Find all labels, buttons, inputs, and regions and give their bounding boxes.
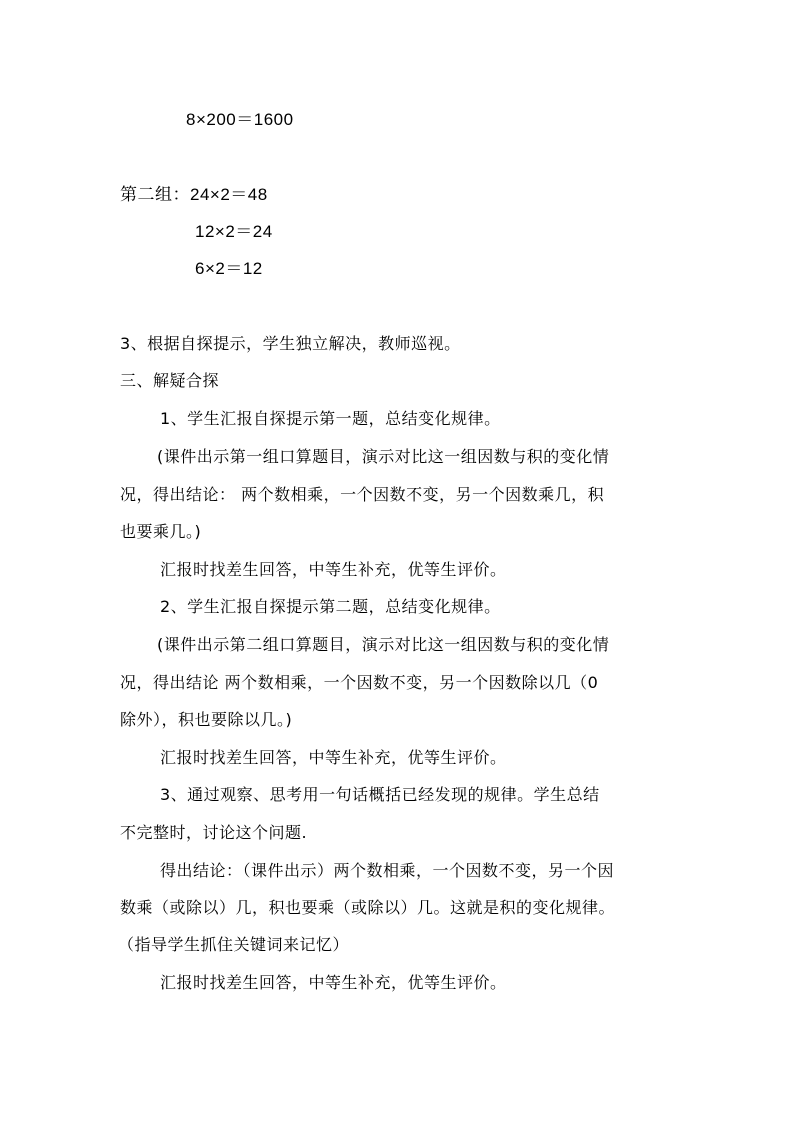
paragraph-line: 1、学生汇报自探提示第一题，总结变化规律。 xyxy=(160,409,501,428)
paragraph-line: (课件出示第二组口算题目，演示对比这一组因数与积的变化情 xyxy=(157,635,610,654)
paragraph-line: 3、根据自探提示，学生独立解决，教师巡视。 xyxy=(120,334,461,353)
paragraph-line: 除外），积也要除以几。) xyxy=(120,710,293,729)
section-heading: 三、解疑合探 xyxy=(120,371,220,390)
paragraph-line: 汇报时找差生回答，中等生补充，优等生评价。 xyxy=(160,973,507,992)
paragraph-line: 不完整时，讨论这个问题. xyxy=(120,823,308,842)
paragraph-line: 汇报时找差生回答，中等生补充，优等生评价。 xyxy=(160,560,507,579)
equation-line: 12×2＝24 xyxy=(195,222,273,241)
equation-line: 6×2＝12 xyxy=(195,259,263,278)
paragraph-line: 况，得出结论 两个数相乘，一个因数不变，另一个因数除以几（0 xyxy=(120,673,599,692)
paragraph-line: （指导学生抓住关键词来记忆） xyxy=(118,935,350,954)
paragraph-line: 况，得出结论： 两个数相乘，一个因数不变，另一个因数乘几，积 xyxy=(120,485,605,504)
paragraph-line: 3、通过观察、思考用一句话概括已经发现的规律。学生总结 xyxy=(160,785,600,804)
paragraph-line: 2、学生汇报自探提示第二题，总结变化规律。 xyxy=(160,597,501,616)
paragraph-line: 也要乘几。) xyxy=(120,522,202,541)
paragraph-line: (课件出示第一组口算题目，演示对比这一组因数与积的变化情 xyxy=(157,447,610,466)
group-two-heading: 第二组：24×2＝48 xyxy=(120,185,268,204)
paragraph-line: 得出结论：（课件出示）两个数相乘，一个因数不变，另一个因 xyxy=(160,861,615,880)
equation-line: 8×200＝1600 xyxy=(186,110,294,129)
paragraph-line: 数乘（或除以）几，积也要乘（或除以）几。这就是积的变化规律。 xyxy=(120,898,616,917)
paragraph-line: 汇报时找差生回答，中等生补充，优等生评价。 xyxy=(160,748,507,767)
